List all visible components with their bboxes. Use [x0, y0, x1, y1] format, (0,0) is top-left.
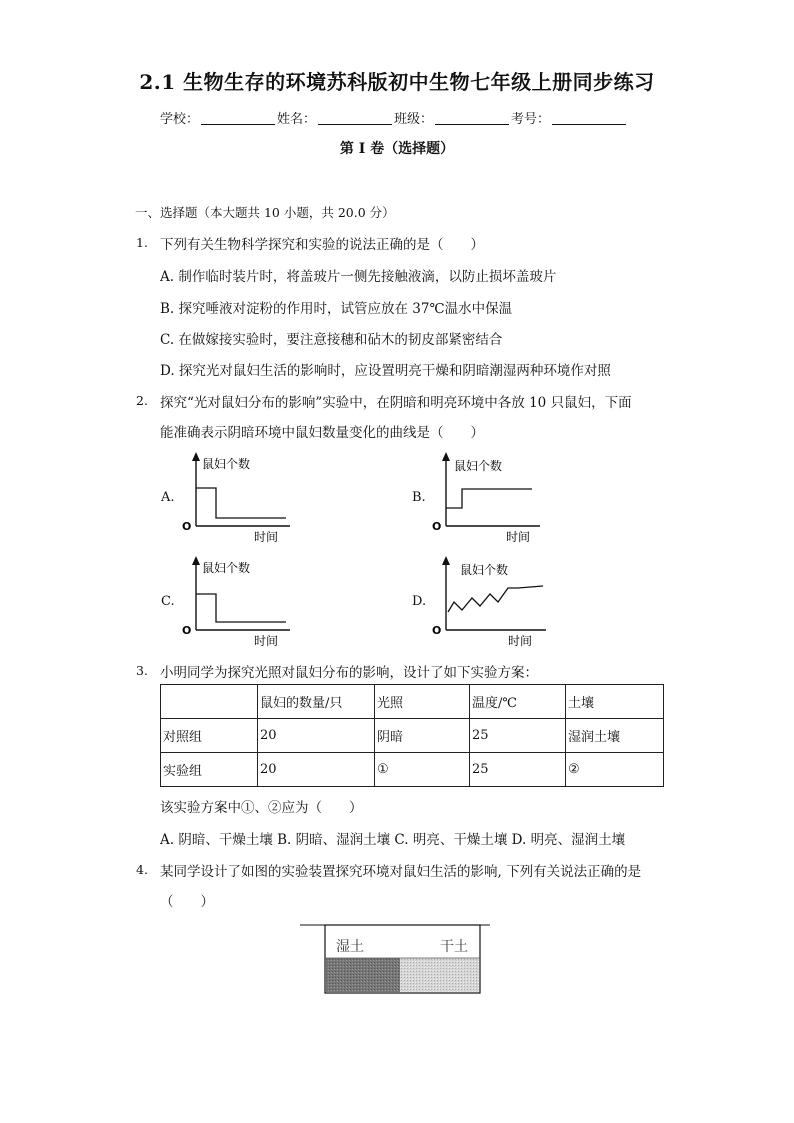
chart-c [178, 554, 298, 649]
q1-option-a: A. 制作临时装片时，将盖玻片一侧先接触液滴，以防止损坏盖玻片 [160, 269, 557, 285]
table-cell: 阴暗 [375, 719, 470, 753]
chart-b-curve [446, 489, 532, 508]
exam-no-blank[interactable] [552, 112, 626, 125]
q4-figure-wet-soil [326, 958, 400, 992]
chart-d [428, 554, 553, 649]
chart-c-origin: O [182, 624, 192, 637]
table-header-cell: 土壤 [566, 685, 664, 719]
chart-a-label: A. [161, 490, 175, 505]
chart-c-curve [196, 594, 286, 622]
chart-b-xlabel: 时间 [506, 530, 531, 544]
table-header-cell: 光照 [375, 685, 470, 719]
school-label: 学校： [160, 112, 200, 127]
class-blank[interactable] [435, 112, 509, 125]
q4-figure [296, 920, 496, 1000]
table-cell: 对照组 [161, 719, 258, 753]
q4-paren: （ ） [160, 894, 214, 910]
q4-figure-left-label: 湿土 [336, 939, 364, 955]
chart-a [178, 450, 298, 545]
chart-b-origin: O [432, 520, 442, 533]
table-cell: 25 [470, 753, 566, 787]
q1-option-b: B. 探究唾液对淀粉的作用时，试管应放在 37℃温水中保温 [160, 301, 513, 317]
table-cell: 湿润土壤 [566, 719, 664, 753]
chart-c-y-arrow [192, 556, 200, 565]
section-heading: 一、选择题（本大题共 10 小题，共 20.0 分） [135, 205, 395, 220]
table-header-cell [161, 685, 258, 719]
table-cell: ② [566, 753, 664, 787]
q2-number: 2. [136, 393, 148, 408]
chart-d-ylabel: 鼠妇个数 [460, 563, 509, 577]
chart-a-xlabel: 时间 [254, 530, 279, 544]
table-cell: 实验组 [161, 753, 258, 787]
q1-option-d: D. 探究光对鼠妇生活的影响时，应设置明亮干燥和阴暗潮湿两种环境作对照 [160, 363, 611, 379]
table-row [161, 753, 664, 787]
name-label: 姓名： [277, 112, 317, 127]
chart-a-curve [196, 488, 286, 518]
q4-text: 某同学设计了如图的实验装置探究环境对鼠妇生活的影响, 下列有关说法正确的是 [160, 864, 642, 880]
q2-line1: 探究“光对鼠妇分布的影响”实验中，在阴暗和明亮环境中各放 10 只鼠妇，下面 [160, 395, 632, 411]
q4-figure-right-label: 干土 [440, 939, 468, 955]
q4-number: 4. [136, 862, 148, 877]
student-info-line [160, 108, 628, 127]
table-cell: 20 [258, 719, 375, 753]
class-label: 班级： [394, 112, 434, 127]
experiment-table [160, 684, 664, 787]
chart-c-label: C. [161, 594, 175, 609]
table-header-cell: 鼠妇的数量/只 [258, 685, 375, 719]
chart-b-label: B. [412, 490, 426, 505]
table-header-row [161, 685, 664, 719]
chart-d-y-arrow [442, 556, 450, 565]
chart-b-y-arrow [442, 452, 450, 461]
name-blank[interactable] [318, 112, 392, 125]
chart-d-xlabel: 时间 [508, 634, 533, 648]
chart-b [428, 450, 548, 545]
school-blank[interactable] [201, 112, 275, 125]
table-row [161, 719, 664, 753]
page-title: 2.1 生物生存的环境苏科版初中生物七年级上册同步练习 [139, 70, 655, 94]
exam-no-label: 考号： [511, 112, 551, 127]
q1-option-c: C. 在做嫁接实验时，要注意接穗和砧木的韧皮部紧密结合 [160, 332, 503, 348]
table-cell: 25 [470, 719, 566, 753]
chart-c-ylabel: 鼠妇个数 [202, 561, 251, 575]
chart-a-y-arrow [192, 452, 200, 461]
q3-question: 该实验方案中①、②应为（ ） [160, 800, 363, 816]
chart-a-origin: O [182, 520, 192, 533]
chart-d-curve [448, 586, 543, 612]
table-cell: ① [375, 753, 470, 787]
chart-b-ylabel: 鼠妇个数 [454, 459, 503, 473]
table-cell: 20 [258, 753, 375, 787]
chart-d-origin: O [432, 624, 442, 637]
q1-text: 下列有关生物科学探究和实验的说法正确的是（ ） [160, 237, 484, 253]
q1-number: 1. [136, 235, 148, 250]
chart-c-xlabel: 时间 [254, 634, 279, 648]
chart-d-label: D. [412, 594, 427, 609]
q4-figure-dry-soil [400, 958, 479, 992]
q3-number: 3. [136, 663, 148, 678]
volume-heading: 第 I 卷（选择题） [339, 141, 455, 157]
q3-text: 小明同学为探究光照对鼠妇分布的影响，设计了如下实验方案： [160, 665, 538, 681]
q3-options: A. 阴暗、干燥土壤 B. 阴暗、湿润土壤 C. 明亮、干燥土壤 D. 明亮、湿润土壤 [160, 832, 626, 848]
q2-line2: 能准确表示阴暗环境中鼠妇数量变化的曲线是（ ） [160, 425, 484, 441]
table-header-cell: 温度/℃ [470, 685, 566, 719]
chart-a-ylabel: 鼠妇个数 [202, 457, 251, 471]
